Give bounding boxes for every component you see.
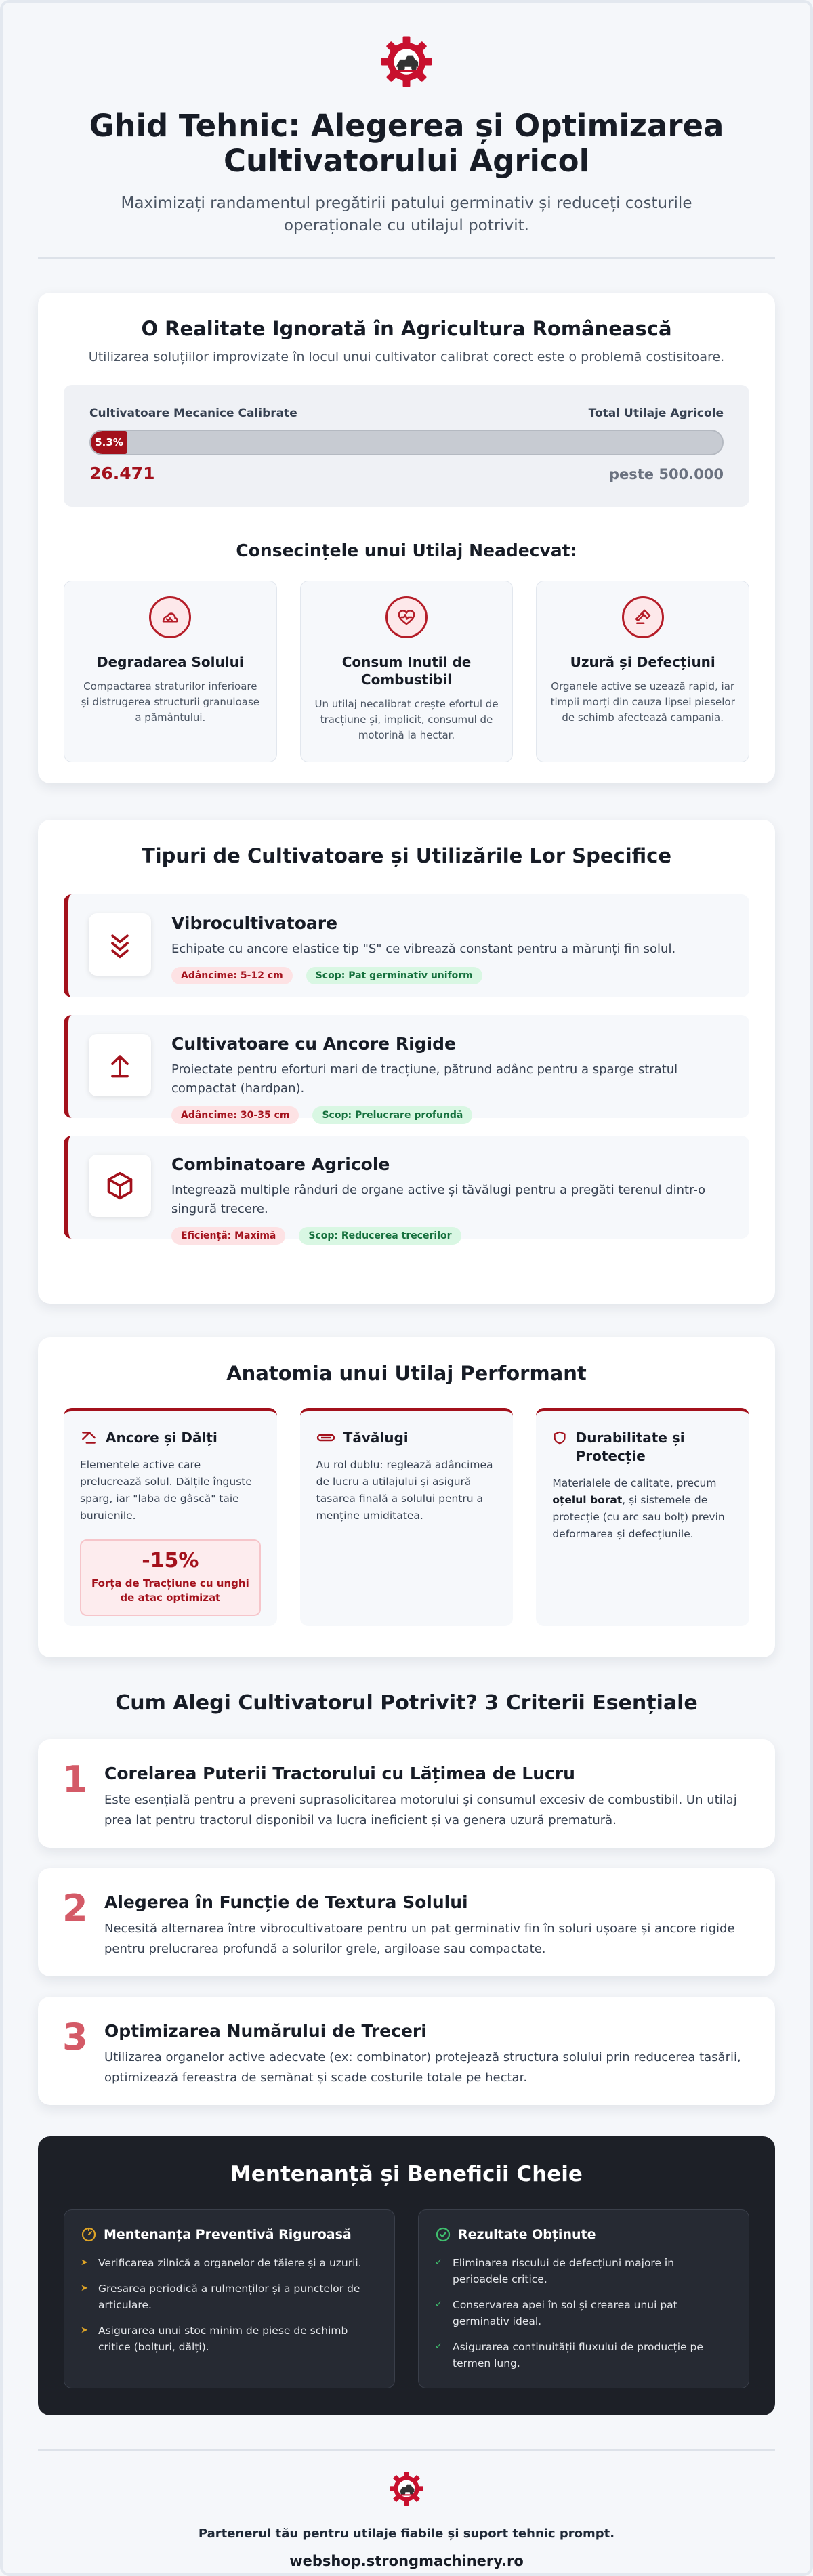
type-card bbox=[64, 894, 749, 997]
maintenance-card-title: Mentenanța Preventivă Riguroasă bbox=[104, 2227, 352, 2242]
heart-pulse-icon bbox=[385, 596, 428, 638]
criterion-number: 3 bbox=[62, 2016, 88, 2058]
criterion-number: 2 bbox=[62, 1887, 88, 1930]
maintenance-section bbox=[38, 2136, 775, 2415]
criterion-card bbox=[38, 1739, 775, 1848]
type-card bbox=[64, 1015, 749, 1121]
check-icon: ✓ bbox=[435, 2300, 442, 2310]
list-item bbox=[435, 2255, 732, 2287]
metric-box bbox=[80, 1539, 261, 1616]
arrow-right-icon: ➤ bbox=[81, 2258, 88, 2268]
type-text: Integrează multiple rânduri de organe active și tăvălugi pentru a pregăti terenul dintr-o singură trecere. bbox=[171, 1183, 706, 1216]
gauge-icon bbox=[81, 2226, 97, 2243]
types-title: Tipuri de Cultivatoare și Utilizările Lor Specifice bbox=[141, 844, 672, 867]
anatomy-section bbox=[38, 1337, 775, 1657]
results-card-title: Rezultate Obținute bbox=[458, 2227, 596, 2242]
consequence-title: Degradarea Solului bbox=[96, 654, 244, 670]
criterion-card bbox=[38, 1997, 775, 2105]
consequence-card bbox=[536, 581, 749, 762]
brand-logo-gear-icon bbox=[389, 2471, 424, 2506]
reality-title: O Realitate Ignorată în Agricultura Românească bbox=[141, 317, 672, 340]
stat-left-label: Cultivatoare Mecanice Calibrate bbox=[89, 407, 297, 420]
anatomy-card-text: Elementele active care prelucrează solul. Dălțile înguste sparg, iar "laba de gâscă" taie buruienile. bbox=[80, 1459, 252, 1522]
stat-left-value: 26.471 bbox=[89, 463, 155, 483]
list-item bbox=[81, 2281, 378, 2313]
text-part: Materialele de calitate, precum bbox=[552, 1477, 717, 1489]
purpose-tag: Scop: Reducerea trecerilor bbox=[299, 1227, 461, 1245]
share-icon bbox=[80, 1429, 98, 1447]
footer-url-link[interactable]: webshop.strongmachinery.ro bbox=[289, 2553, 524, 2569]
list-item-text: Eliminarea riscului de defecțiuni majore în perioadele critice. bbox=[453, 2257, 675, 2285]
purpose-tag: Scop: Prelucrare profundă bbox=[312, 1106, 472, 1124]
consequence-title: Uzură și Defecțiuni bbox=[570, 654, 715, 670]
shield-icon bbox=[552, 1429, 567, 1447]
list-item-text: Verificarea zilnică a organelor de tăiere și a uzurii. bbox=[98, 2257, 362, 2269]
consequence-text: Un utilaj necalibrat crește efortul de tracțiune și, implicit, consumul de motorină la hectar. bbox=[314, 698, 499, 741]
footer bbox=[38, 2451, 775, 2569]
depth-tag: Adâncime: 5-12 cm bbox=[171, 967, 293, 984]
metric-label: Forța de Tracțiune cu unghi de atac optimizat bbox=[91, 1577, 249, 1604]
arrow-right-icon: ➤ bbox=[81, 2325, 88, 2335]
type-text: Proiectate pentru eforturi mari de tracțiune, pătrund adânc pentru a sparge stratul compactat (hardpan). bbox=[171, 1062, 678, 1096]
anatomy-card-title: Durabilitate și Protecție bbox=[575, 1430, 685, 1464]
list-item bbox=[435, 2339, 732, 2371]
stat-right-label: Total Utilaje Agricole bbox=[588, 407, 724, 420]
text-part: , și sistemele de protecție (cu arc sau bolț) previn deformarea și defecțiunile. bbox=[552, 1494, 725, 1540]
criterion-title: Optimizarea Numărului de Treceri bbox=[104, 2021, 427, 2041]
results-card bbox=[418, 2209, 749, 2388]
maintenance-card bbox=[64, 2209, 395, 2388]
stat-right-value: peste 500.000 bbox=[608, 466, 724, 482]
maintenance-title: Mentenanță și Beneficii Cheie bbox=[230, 2162, 583, 2186]
list-item-text: Asigurarea unui stoc minim de piese de schimb critice (bolțuri, dălți). bbox=[98, 2325, 348, 2353]
type-card bbox=[64, 1136, 749, 1239]
list-item-text: Asigurarea continuității fluxului de producție pe termen lung. bbox=[453, 2341, 703, 2369]
reality-lead: Utilizarea soluțiilor improvizate în locul unui cultivator calibrat corect este o problemă costisitoare. bbox=[88, 350, 725, 365]
hammer-icon bbox=[622, 596, 664, 638]
page bbox=[3, 3, 810, 2573]
stat-box bbox=[64, 385, 749, 507]
brand-logo-gear-icon bbox=[380, 35, 433, 88]
type-title: Combinatoare Agricole bbox=[171, 1155, 390, 1174]
anatomy-title: Anatomia unui Utilaj Performant bbox=[226, 1362, 587, 1385]
anatomy-card bbox=[300, 1408, 514, 1626]
metric-value: -15% bbox=[142, 1549, 199, 1573]
list-item bbox=[81, 2323, 378, 2355]
footer-tagline: Partenerul tău pentru utilaje fiabile și suport tehnic prompt. bbox=[198, 2527, 615, 2541]
criterion-number: 1 bbox=[62, 1758, 88, 1801]
cube-icon bbox=[89, 1155, 151, 1217]
list-item bbox=[81, 2255, 378, 2271]
criterion-card bbox=[38, 1868, 775, 1976]
reality-section bbox=[38, 293, 775, 783]
criterion-text: Necesită alternarea între vibrocultivatoare pentru un pat germinativ fin în soluri ușoare și ancore rigide pentru prelucrarea profundă a solurilor grele, argiloase sau compactate. bbox=[104, 1921, 735, 1956]
anatomy-card-text bbox=[552, 1475, 733, 1543]
progress-bar bbox=[89, 430, 724, 455]
text-bold: oțelul borat bbox=[552, 1494, 623, 1506]
criterion-text: Utilizarea organelor active adecvate (ex: combinator) protejează structura solului prin reducerea tasării, optimizează fereastra de semănat și scade costurile totale pe hectar. bbox=[104, 2050, 741, 2085]
criteria-title: Cum Alegi Cultivatorul Potrivit? 3 Criterii Esențiale bbox=[115, 1691, 698, 1715]
consequence-card bbox=[64, 581, 277, 762]
list-item bbox=[435, 2297, 732, 2329]
type-title: Cultivatoare cu Ancore Rigide bbox=[171, 1034, 456, 1054]
soil-icon bbox=[149, 596, 191, 638]
criterion-text: Este esențială pentru a preveni suprasolicitarea motorului și consumul excesiv de combustibil. Un utilaj prea lat pentru tractorul disponibil va lucra ineficient și va genera uzură prematură. bbox=[104, 1793, 737, 1827]
arrow-right-icon: ➤ bbox=[81, 2283, 88, 2293]
consequence-text: Compactarea straturilor inferioare și distrugerea structurii granuloase a pământului. bbox=[81, 680, 259, 724]
anatomy-card-title: Ancore și Dălți bbox=[106, 1430, 217, 1446]
criterion-title: Alegerea în Funcție de Textura Solului bbox=[104, 1892, 468, 1912]
anatomy-card bbox=[64, 1408, 277, 1626]
type-title: Vibrocultivatoare bbox=[171, 913, 338, 933]
consequences-list bbox=[64, 581, 749, 762]
type-text: Echipate cu ancore elastice tip "S" ce vibrează constant pentru a mărunți fin solul. bbox=[171, 942, 676, 956]
consequence-card bbox=[300, 581, 514, 762]
consequence-text: Organele active se uzează rapid, iar timpii morți din cauza lipsei pieselor de schimb afectează campania. bbox=[550, 680, 735, 724]
criterion-title: Corelarea Puterii Tractorului cu Lățimea de Lucru bbox=[104, 1764, 575, 1783]
types-section bbox=[38, 820, 775, 1304]
list-item-text: Conservarea apei în sol și crearea unui pat germinativ ideal. bbox=[453, 2299, 678, 2327]
anatomy-card-title: Tăvălugi bbox=[343, 1430, 409, 1446]
divider bbox=[38, 257, 775, 259]
arrow-up-icon bbox=[89, 1034, 151, 1096]
efficiency-tag: Eficiență: Maximă bbox=[171, 1227, 285, 1245]
consequence-title: Consum Inutil de Combustibil bbox=[341, 654, 472, 688]
consequences-title: Consecințele unui Utilaj Neadecvat: bbox=[236, 541, 577, 560]
roller-icon bbox=[316, 1429, 335, 1447]
list-item-text: Gresarea periodică a rulmenților și a punctelor de articulare. bbox=[98, 2283, 360, 2311]
anatomy-card-text: Au rol dublu: reglează adâncimea de lucru a utilajului și asigură tasarea finală a solului pentru a menține umiditatea. bbox=[316, 1459, 493, 1522]
chevrons-down-icon bbox=[89, 913, 151, 976]
purpose-tag: Scop: Pat germinativ uniform bbox=[306, 967, 482, 984]
header bbox=[38, 3, 775, 237]
page-subtitle: Maximizați randamentul pregătirii patului germinativ și reduceți costurile operaționale cu utilajul potrivit. bbox=[121, 194, 692, 234]
progress-bar-fill: 5.3% bbox=[91, 431, 127, 454]
check-icon: ✓ bbox=[435, 2342, 442, 2352]
anatomy-card bbox=[536, 1408, 749, 1626]
page-title: Ghid Tehnic: Alegerea și Optimizarea Cultivatorului Agricol bbox=[89, 108, 724, 179]
depth-tag: Adâncime: 30-35 cm bbox=[171, 1106, 299, 1124]
check-icon: ✓ bbox=[435, 2258, 442, 2268]
check-circle-icon bbox=[435, 2226, 451, 2243]
